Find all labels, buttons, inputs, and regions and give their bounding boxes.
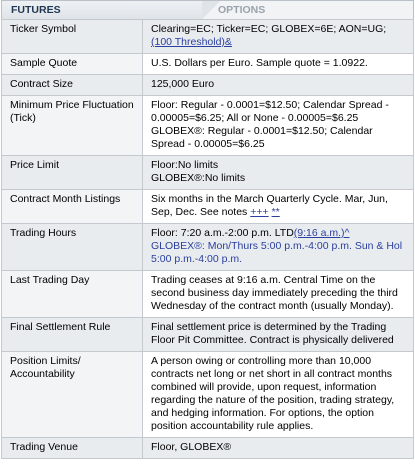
row-value: Floor: Regular - 0.0001=$12.50; Calendar Spread - 0.00005=$6.25; All or None - 0.00005=$6.25 GLOBEX®: Regular - 0.0001=$12.50; Calendar Spread - 0.00005=$6.25 (143, 96, 414, 156)
table-row (2, 190, 414, 224)
threshold-link[interactable]: (100 Threshold)& (151, 36, 232, 48)
floor-limit: Floor:No limits (151, 159, 219, 171)
row-label: Ticker Symbol (2, 20, 143, 54)
table-row (2, 20, 414, 54)
row-label: Trading Venue (2, 438, 143, 459)
table-row (2, 318, 414, 352)
row-value: U.S. Dollars per Euro. Sample quote = 1.0922. (143, 54, 414, 75)
row-label: Final Settlement Rule (2, 318, 143, 352)
ticker-value: Clearing=EC; Ticker=EC; GLOBEX=6E; AON=UG; (151, 23, 387, 35)
contract-specs-table (1, 19, 414, 459)
table-row (2, 271, 414, 318)
row-value: A person owing or controlling more than 10,000 contracts net long or net short in all contract months combined will provide, upon request, information regarding the nature of the position, trading strategy, and hedging information. For options, the option position accountability rule applies. (143, 352, 414, 438)
row-label: Contract Month Listings (2, 190, 143, 224)
row-label: Price Limit (2, 156, 143, 190)
table-row (2, 438, 414, 459)
row-value: Trading ceases at 9:16 a.m. Central Time on the second business day immediately preceding the third Wednesday of the contract month (usually Monday). (143, 271, 414, 318)
ltd-time-link[interactable]: (9:16 a.m.)^ (293, 227, 350, 239)
row-value (143, 224, 414, 271)
row-label: Last Trading Day (2, 271, 143, 318)
row-value: Floor, GLOBEX® (143, 438, 414, 459)
notes-link-plus[interactable]: +++ (250, 206, 269, 218)
row-label: Contract Size (2, 75, 143, 96)
floor-hours: Floor: 7:20 a.m.-2:00 p.m. LTD (151, 227, 294, 239)
row-label: Trading Hours (2, 224, 143, 271)
tab-options[interactable]: OPTIONS (218, 4, 266, 16)
row-value: 125,000 Euro (143, 75, 414, 96)
row-value: Final settlement price is determined by the Trading Floor Pit Committee. Contract is physically delivered (143, 318, 414, 352)
table-row (2, 224, 414, 271)
globex-hours: GLOBEX®: Mon/Thurs 5:00 p.m.-4:00 p.m. Sun & Hol 5:00 p.m.-4:00 p.m. (151, 240, 403, 265)
table-row (2, 75, 414, 96)
months-value: Six months in the March Quarterly Cycle. Mar, Jun, Sep, Dec. See notes (151, 193, 388, 218)
notes-link-star[interactable]: ** (271, 206, 280, 218)
row-value (143, 190, 414, 224)
globex-limit: GLOBEX®:No limits (151, 172, 246, 184)
tab-bar (1, 0, 414, 19)
row-label: Minimum Price Fluctuation (Tick) (2, 96, 143, 156)
row-label: Sample Quote (2, 54, 143, 75)
table-row (2, 96, 414, 156)
table-row (2, 54, 414, 75)
table-row (2, 352, 414, 438)
table-row (2, 156, 414, 190)
row-value (143, 156, 414, 190)
row-label: Position Limits/ Accountability (2, 352, 143, 438)
row-value (143, 20, 414, 54)
tab-futures[interactable]: FUTURES (2, 1, 205, 19)
